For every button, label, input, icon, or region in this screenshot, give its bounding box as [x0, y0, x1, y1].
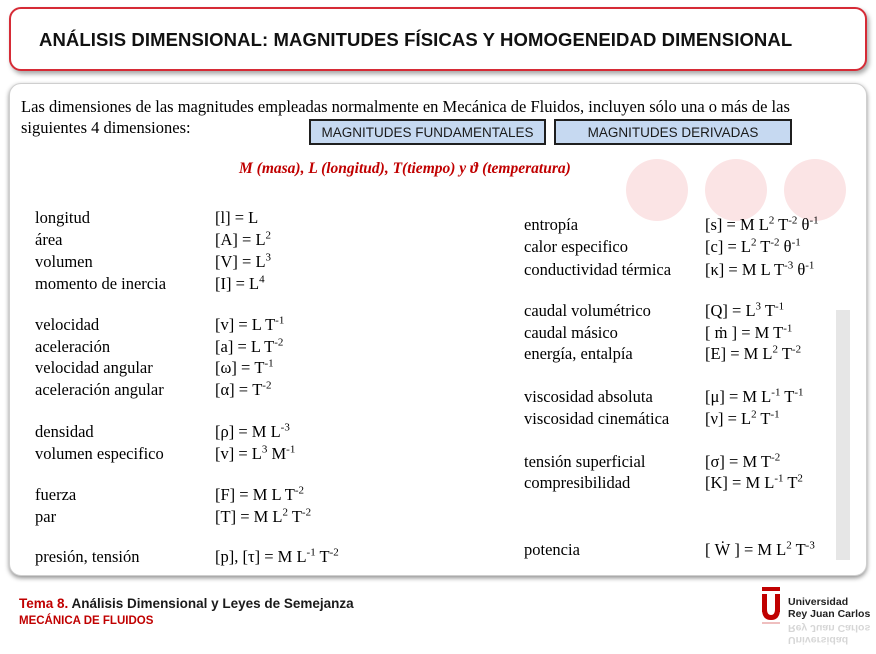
footer-tema-title: Análisis Dimensional y Leyes de Semejanza — [71, 596, 354, 611]
dimensional-formula: [μ] = M $L^{-1}$ $T^{-1}$ — [705, 386, 804, 406]
footer-tema: Tema 8. — [19, 596, 69, 611]
university-logo — [760, 587, 870, 647]
magnitude-name: fuerza — [35, 485, 77, 504]
magnitude-name: presión, tensión — [35, 547, 140, 566]
dimensional-formula: $[Q] = L^3$ $T^{-1}$ — [705, 300, 785, 320]
magnitude-name: energía, entalpía — [524, 344, 633, 363]
university-name: Universidad Rey Juan Carlos — [788, 596, 871, 620]
dimensional-formula: [T] = M $L^2$ $T^{-2}$ — [215, 506, 312, 526]
tab-magnitudes-fundamentales[interactable]: MAGNITUDES FUNDAMENTALES — [309, 119, 546, 145]
dimensional-formula: $[c] = L^2$ $T^{-2}$ $\theta^{-1}$ — [705, 236, 801, 256]
dimensional-formula: [F] = M L $T^{-2}$ — [215, 484, 305, 504]
decorative-circle — [626, 159, 688, 221]
footer-subject: MECÁNICA DE FLUIDOS — [19, 615, 154, 627]
dimensional-formula: [K] = M $L^{-1}$ $T^2$ — [705, 472, 803, 492]
decorative-circle — [705, 159, 767, 221]
dimensional-formula: [l] = L — [215, 208, 259, 227]
page-title: ANÁLISIS DIMENSIONAL: MAGNITUDES FÍSICAS Y HOMOGENEIDAD DIMENSIONAL — [39, 29, 793, 50]
magnitude-name: volumen especifico — [35, 444, 164, 463]
magnitude-name: compresibilidad — [524, 473, 631, 492]
fundamental-dimensions: M (masa), L (longitud), T(tiempo) y ϑ (temperatura) — [239, 160, 571, 177]
magnitude-name: par — [35, 507, 57, 526]
magnitude-name: longitud — [35, 208, 91, 227]
magnitude-name: volumen — [35, 252, 93, 271]
footer-title — [19, 596, 354, 611]
magnitude-name: calor especifico — [524, 237, 628, 256]
intro-text: Las dimensiones de las magnitudes empleadas normalmente en Mecánica de Fluidos, incluyen sólo una o más de las siguientes 4 dimensiones: — [21, 97, 790, 137]
magnitude-name: caudal másico — [524, 323, 618, 342]
magnitude-name: viscosidad cinemática — [524, 409, 670, 428]
magnitude-name: velocidad — [35, 315, 100, 334]
dimensional-formula: [ Ẇ ] = M $L^2$ $T^{-3}$ — [705, 539, 815, 559]
dimensional-formula: [σ] = M $T^{-2}$ — [705, 451, 781, 471]
dimensional-formula: [s] = M $L^2$ $T^{-2}$ $\theta^{-1}$ — [705, 214, 819, 234]
dimensional-formula: $[V] = L^3$ — [215, 251, 272, 271]
title-banner — [9, 7, 867, 71]
university-shield-icon — [760, 587, 782, 625]
magnitude-name: densidad — [35, 422, 94, 441]
dimensional-formula: [ρ] = M $L^{-3}$ — [215, 421, 290, 441]
content-panel — [9, 83, 867, 576]
dimensional-formula: $[\alpha] = T^{-2}$ — [215, 379, 272, 399]
magnitude-name: caudal volumétrico — [524, 301, 651, 320]
magnitude-name: momento de inercia — [35, 274, 167, 293]
magnitude-name: conductividad térmica — [524, 260, 672, 279]
magnitude-name: área — [35, 230, 63, 249]
magnitude-name: viscosidad absoluta — [524, 387, 653, 406]
magnitude-name: velocidad angular — [35, 358, 153, 377]
magnitude-name: potencia — [524, 540, 580, 559]
dimensional-formula: $[I] = L^4$ — [215, 273, 265, 293]
dimensional-formula: [v] = L $T^{-1}$ — [215, 314, 285, 334]
magnitude-name: tensión superficial — [524, 452, 646, 471]
decorative-bar — [836, 310, 850, 560]
magnitude-name: aceleración angular — [35, 380, 164, 399]
university-name-reflection: Universidad Rey Juan Carlos — [788, 622, 871, 646]
dimensional-formula: $[v] = L^3$ $M^{-1}$ — [215, 443, 296, 463]
dimensional-formula: [κ] = M L $T^{-3}$ $\theta^{-1}$ — [705, 259, 815, 279]
magnitude-name: entropía — [524, 215, 579, 234]
dimensional-formula: [a] = L $T^{-2}$ — [215, 336, 284, 356]
dimensional-formula: $[\nu] = L^2$ $T^{-1}$ — [705, 408, 780, 428]
decorative-circle — [784, 159, 846, 221]
dimensional-formula: [E] = M $L^2$ $T^{-2}$ — [705, 343, 802, 363]
tab-magnitudes-derivadas[interactable]: MAGNITUDES DERIVADAS — [554, 119, 792, 145]
dimensional-formula: [p], [τ] = M $L^{-1}$ $T^{-2}$ — [215, 546, 339, 566]
dimensional-formula: $[\omega] = T^{-1}$ — [215, 357, 274, 377]
dimensional-formula: [ ṁ ] = M $T^{-1}$ — [705, 322, 793, 342]
magnitude-name: aceleración — [35, 337, 111, 356]
dimensional-formula: $[A] = L^2$ — [215, 229, 272, 249]
